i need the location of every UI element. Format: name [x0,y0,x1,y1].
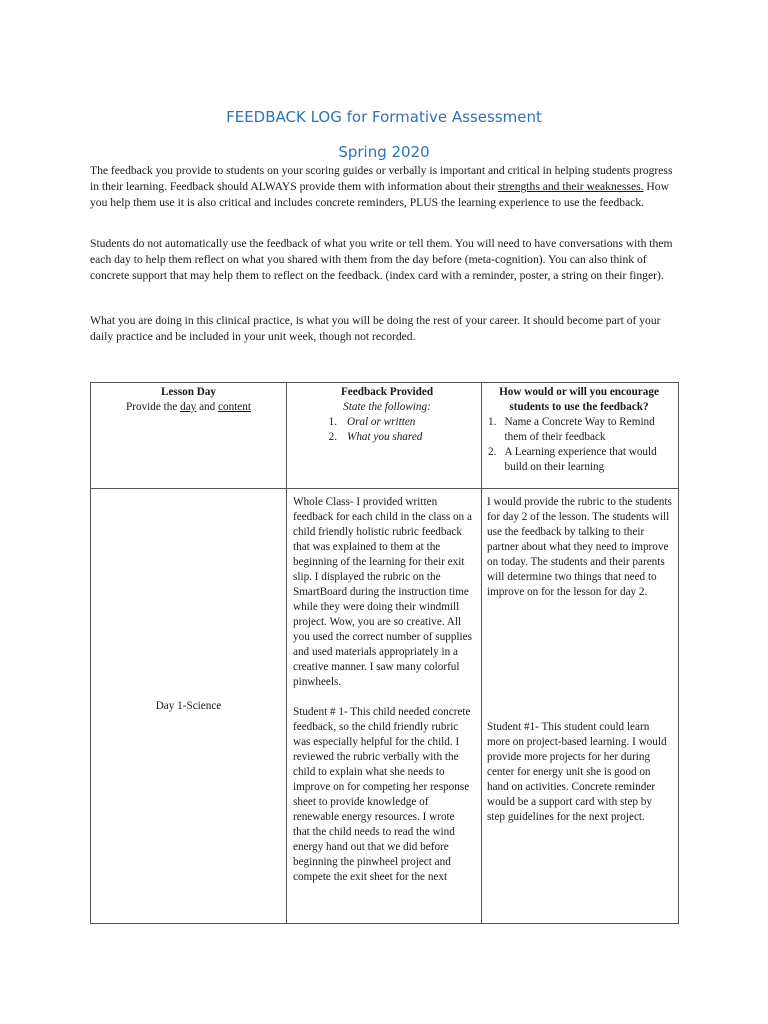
feedback-provided-content [293,495,473,923]
feedback-provided-cell [287,489,482,924]
table-row [91,489,679,924]
lesson-day-content-word: content [218,401,251,413]
list-item [486,445,672,475]
lesson-day-and-word: and [196,401,219,413]
paragraph-1-text-end: How you help them use it is also critical and includes concrete reminders, PLUS the learning experience to use the feedback. [90,180,669,209]
document-title: FEEDBACK LOG for Formative Assessment [226,108,542,126]
encourage-title: How would or will you encourage students to use the feedback? [499,386,659,413]
document-subtitle: Spring 2020 [338,143,430,161]
list-number: 2. [488,446,497,458]
lesson-day-cell: Day 1-Science [91,489,287,924]
intro-paragraph-2: Students do not automatically use the feedback of what you write or tell them. You will need to have conversations with them each day to help them reflect on what you shared with them from the day before (meta-cognition). You can also think of concrete support that may help them to reflect on the feedback. (index card with a reminder, poster, a string on their finger). [90,237,673,282]
paragraph-1-underlined: strengths and their weaknesses. [497,180,644,193]
feedback-provided-instruction: State the following: [343,401,431,413]
encourage-whole-class: I would provide the rubric to the students for day 2 of the lesson. The students will use the feedback by talking to their partner about what they need to improve on today. The students and their parents will determine two things that need to improve on for the lesson for day 2. [487,496,672,598]
list-number: 1. [328,416,337,428]
intro-paragraph-1 [90,163,680,211]
encourage-header [482,383,679,489]
list-number: 1. [488,416,497,428]
list-text: Name a Concrete Way to Remind them of their feedback [504,416,655,443]
list-number: 2. [328,431,337,443]
lesson-day-title: Lesson Day [160,386,216,398]
encourage-content [487,495,672,923]
feedback-student-1: Student # 1- This child needed concrete feedback, so the child friendly rubric was especially helpful for the child. I reviewed the rubric verbally with the child to explain what she needs to improve on for competing her response sheet to provide knowledge of renewable energy resources. I wrote that the child needs to read the wind energy hand out that we did before beginning the pinwheel project and compete the exit sheet for the next [293,706,471,883]
feedback-provided-header [287,383,482,489]
feedback-provided-list [293,415,481,445]
feedback-provided-title: Feedback Provided [340,386,434,398]
lesson-day-day-word: day [180,401,197,413]
feedback-log-table [90,382,679,924]
intro-paragraph-3: What you are doing in this clinical practice, is what you will be doing the rest of your career. It should become part of your daily practice and be included in your unit week, though not recorded. [90,314,661,343]
list-text: Oral or written [347,416,416,428]
encourage-cell [482,489,679,924]
table-header-row [91,383,679,489]
lesson-day-header [91,383,287,489]
lesson-day-prefix: Provide the [126,401,181,413]
list-text: A Learning experience that would build on their learning [504,446,657,473]
lesson-day-instruction [91,400,286,415]
list-text: What you shared [347,431,423,443]
encourage-student-1: Student #1- This student could learn more on project-based learning. I would provide more projects for her during center for energy unit she is good on hand on activities. Concrete reminder would be a support card with step by step guidelines for the next project. [487,721,667,823]
list-item [486,415,672,445]
list-item [293,430,481,445]
encourage-list [486,415,672,475]
feedback-whole-class: Whole Class- I provided written feedback for each child in the class on a child friendly holistic rubric feedback that was explained to them at the beginning of the learning for their exit slip. I displayed the rubric on the SmartBoard during the instruction time while they were doing their windmill project. Wow, you are so creative. All you used the correct number of supplies and used materials appropriately in a creative manner. I saw many colorful pinwheels. [293,496,472,688]
paragraph-1-text: The feedback you provide to students on your scoring guides or verbally is important and critical in helping students progress in their learning. Feedback should ALWAYS provide them with information about their [90,164,673,193]
list-item [293,415,481,430]
